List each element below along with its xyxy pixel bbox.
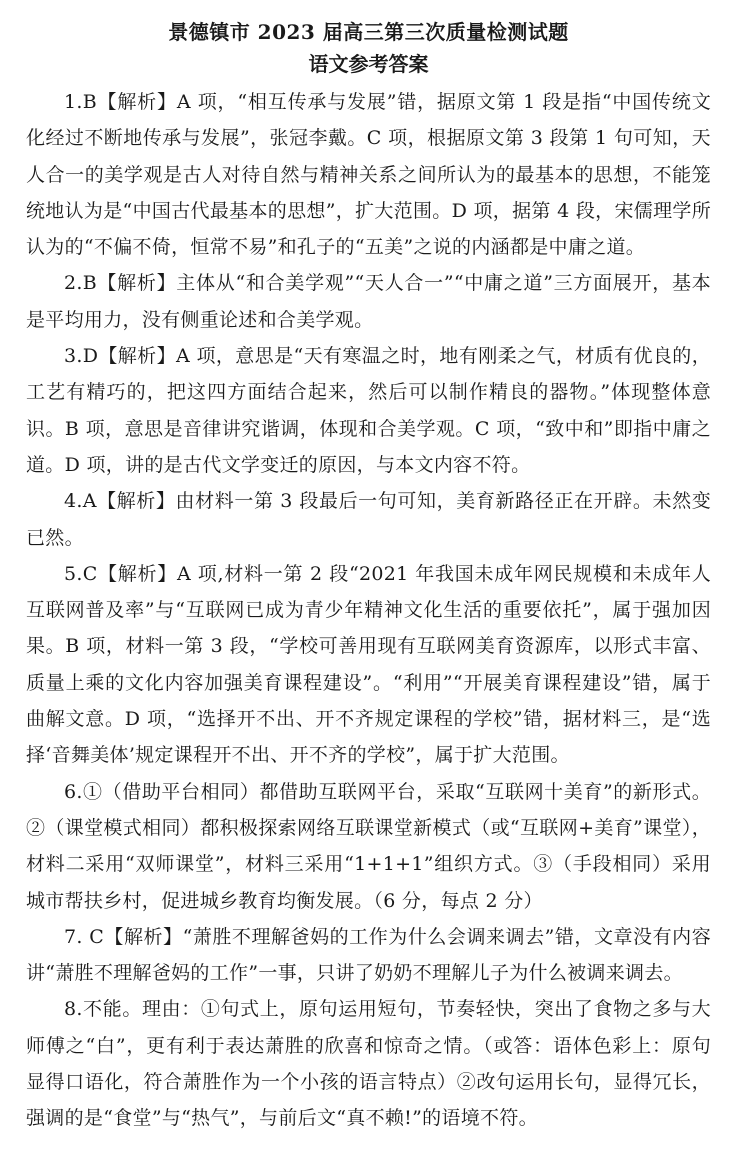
answer-2: 2.B【解析】主体从“和合美学观”“天人合一”“中庸之道”三方面展开，基本是平均用力，没有侧重论述和合美学观。 [26,272,711,331]
answer-8: 8.不能。理由：①句式上，原句运用短句，节奏轻快，突出了食物之多与大师傅之“白”，更有利于表达萧胜的欣喜和惊奇之情。（或答：语体色彩上：原句显得口语化，符合萧胜作为一个小孩的语言特点）②改句运用长句，显得冗长，强调的是“食堂”与“热气”，与前后文“真不赖!”的语境不符。 [26,998,711,1130]
answer-1: 1.B【解析】A 项，“相互传承与发展”错，据原文第 1 段是指“中国传统文化经过不断地传承与发展”，张冠李戴。C 项，根据原文第 3 段第 1 句可知，天人合一的美学观是古人对待自然与精神关系之间所认为的最基本的思想，不能笼统地认为是“中国古代最基本的思想”，扩大范围。D 项，据第 4 段，宋儒理学所认为的“不偏不倚，恒常不易”和孔子的“五美”之说的内涵都是中庸之道。 [26,91,711,259]
answer-5: 5.C【解析】A 项,材料一第 2 段“2021 年我国未成年网民规模和未成年人互联网普及率”与“互联网已成为青少年精神文化生活的重要依托”，属于强加因果。B 项，材料一第 3 段，“学校可善用现有互联网美育资源库，以形式丰富、质量上乘的文化内容加强美育课程建设”。“利用”“开展美育课程建设”错，属于曲解文意。D 项，“选择开不出、开不齐规定课程的学校”错，据材料三，是“选择‘音舞美体’规定课程开不出、开不齐的学校”，属于扩大范围。 [26,562,711,767]
page-subtitle: 语文参考答案 [308,52,429,76]
answer-7: 7. C【解析】“萧胜不理解爸妈的工作为什么会调来调去”错，文章没有内容讲“萧胜不理解爸妈的工作”一事，只讲了奶奶不理解儿子为什么被调来调去。 [26,925,711,985]
page-title: 景德镇市 2023 届高三第三次质量检测试题 [168,20,569,44]
answer-6: 6.①（借助平台相同）都借助互联网平台，采取“互联网十美育”的新形式。②（课堂模式相同）都积极探索网络互联课堂新模式（或“互联网+美育”课堂），材料二采用“双师课堂”，材料三采用“1+1+1”组织方式。③（手段相同）采用城市帮扶乡村，促进城乡教育均衡发展。（6 分，每点 2 分） [26,780,711,912]
answer-3: 3.D【解析】A 项，意思是“天有寒温之时，地有刚柔之气，材质有优良的，工艺有精巧的，把这四方面结合起来，然后可以制作精良的器物。”体现整体意识。B 项，意思是音律讲究谐调，体现和合美学观。C 项，“致中和”即指中庸之道。D 项，讲的是古代文学变迁的原因，与本文内容不符。 [26,345,711,476]
answer-4: 4.A【解析】由材料一第 3 段最后一句可知，美育新路径正在开辟。未然变已然。 [26,490,711,549]
